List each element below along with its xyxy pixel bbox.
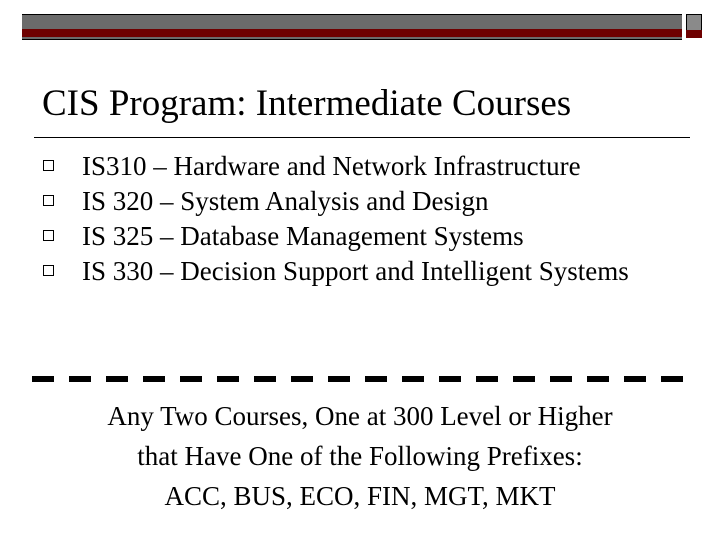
list-item [28, 185, 688, 217]
hollow-square-icon [43, 160, 54, 171]
hollow-square-icon [43, 230, 54, 241]
slide-title: CIS Program: Intermediate Courses [42, 83, 572, 124]
list-item [28, 255, 688, 287]
title-underline [34, 137, 690, 138]
list-item-label: IS310 – Hardware and Network Infrastructure [82, 151, 581, 181]
footer-line: that Have One of the Following Prefixes: [137, 441, 583, 471]
course-list [28, 150, 688, 290]
list-item [28, 150, 688, 182]
list-item [28, 220, 688, 252]
list-item-label: IS 330 – Decision Support and Intelligent Systems [82, 256, 629, 286]
list-item-label: IS 320 – System Analysis and Design [82, 186, 489, 216]
list-item-label: IS 325 – Database Management Systems [82, 221, 524, 251]
footer-line: ACC, BUS, ECO, FIN, MGT, MKT [164, 481, 556, 511]
dashed-divider [32, 376, 694, 382]
footer-note [40, 396, 680, 516]
header-accent-bar [22, 29, 682, 37]
corner-square-accent [686, 30, 702, 38]
footer-line: Any Two Courses, One at 300 Level or Higher [107, 401, 613, 431]
hollow-square-icon [43, 265, 54, 276]
hollow-square-icon [43, 195, 54, 206]
